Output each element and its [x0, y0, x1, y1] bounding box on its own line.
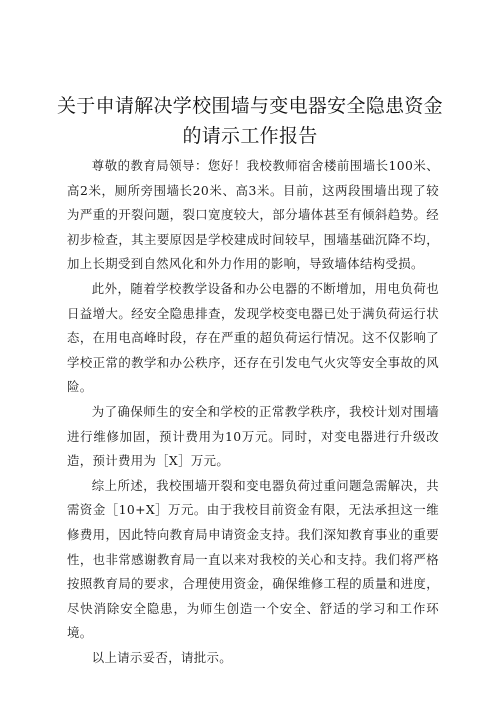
document-body — [67, 154, 439, 670]
document-title-line-1: 关于申请解决学校围墙与变电器安全隐患资金 — [56, 95, 443, 117]
paragraph-funding-request: 综上所述，我校围墙开裂和变电器负荷过重问题急需解决，共需资金［10+X］万元。由于我校目前资金有限，无法承担这一维修费用，因此特向教育局申请资金支持。我们深知教育事业的重要性，也非常感谢教育局一直以来对我校的关心和支持。我们将严格按照教育局的要求，合理使用资金，确保维修工程的质量和进度，尽快消除安全隐患，为师生创造一个安全、舒适的学习和工作环境。 — [67, 477, 439, 641]
paragraph-transformer-issue: 此外，随着学校教学设备和办公电器的不断增加，用电负荷也日益增大。经安全隐患排查，发现学校变电器已处于满负荷运行状态，在用电高峰时段，存在严重的超负荷运行情况。这不仅影响了学校正常的教学和办公秩序，还存在引发电气火灾等安全事故的风险。 — [67, 280, 439, 395]
paragraph-repair-plan: 为了确保师生的安全和学校的正常教学秩序，我校计划对围墙进行维修加固，预计费用为10万元。同时，对变电器进行升级改造，预计费用为［X］万元。 — [67, 403, 439, 469]
document-title-line-2: 的请示工作报告 — [182, 125, 318, 147]
paragraph-closing: 以上请示妥否，请批示。 — [91, 649, 232, 665]
paragraph-greeting-wall-issue: 尊敬的教育局领导：您好！我校教师宿舍楼前围墙长100米、高2米，厕所旁围墙长20米、高3米。目前，这两段围墙出现了较为严重的开裂问题，裂口宽度较大，部分墙体甚至有倾斜趋势。经初步检查，其主要原因是学校建成时间较早，围墙基础沉降不均，加上长期受到自然风化和外力作用的影响，导致墙体结构受损。 — [67, 158, 439, 272]
